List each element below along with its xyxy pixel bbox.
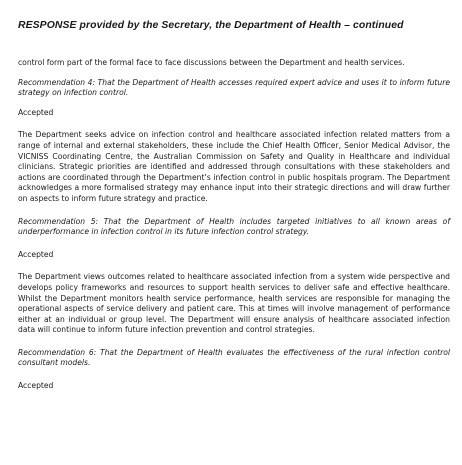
page-header-title: RESPONSE provided by the Secretary, the Department of Health – continued xyxy=(18,20,404,31)
paragraph-continuation: control form part of the formal face to face discussions between the Department and health services. xyxy=(18,58,405,67)
recommendation-6: Recommendation 6: That the Department of Health evaluates the effectiveness of the rural infection control consultant models. xyxy=(18,347,450,368)
recommendation-4: Recommendation 4: That the Department of Health accesses required expert advice and uses it to inform future strategy on infection control. xyxy=(18,77,450,98)
accepted-label-4: Accepted xyxy=(18,107,54,117)
accepted-label-6: Accepted xyxy=(18,381,54,391)
document-body xyxy=(18,58,450,392)
response-paragraph-4: The Department seeks advice on infection control and healthcare associated infection related matters from a range of internal and external stakeholders, these include the Chief Health Officer, Senior Medical Advisor, the VICNISS Coordinating Centre, the Australian Commission on Safety and Quality in Healthcare and individual clinicians. Strategic priorities are identified and addressed through consultations with these stakeholders and actions are coordinated through the Department’s infection control in public hospitals program. The Department acknowledges a more formalised strategy may enhance input into their strategic directions and will draw further on aspects to inform future strategy and practice. xyxy=(18,130,450,203)
accepted-label-5: Accepted xyxy=(18,249,54,259)
response-paragraph-5: The Department views outcomes related to healthcare associated infection from a system wide perspective and develops policy frameworks and resources to support health services to deliver safe and effective healthcare. Whilst the Department monitors health service performance, health services are responsible for managing the operational aspects of service delivery and patient care. This at times will involve management of performance either at an individual or group level. The Department will ensure analysis of healthcare associated infection data will continue to inform future infection prevention and control strategies. xyxy=(18,272,450,335)
recommendation-5: Recommendation 5: That the Department of Health includes targeted initiatives to all known areas of underperformance in infection control in its future infection control strategy. xyxy=(18,216,450,237)
